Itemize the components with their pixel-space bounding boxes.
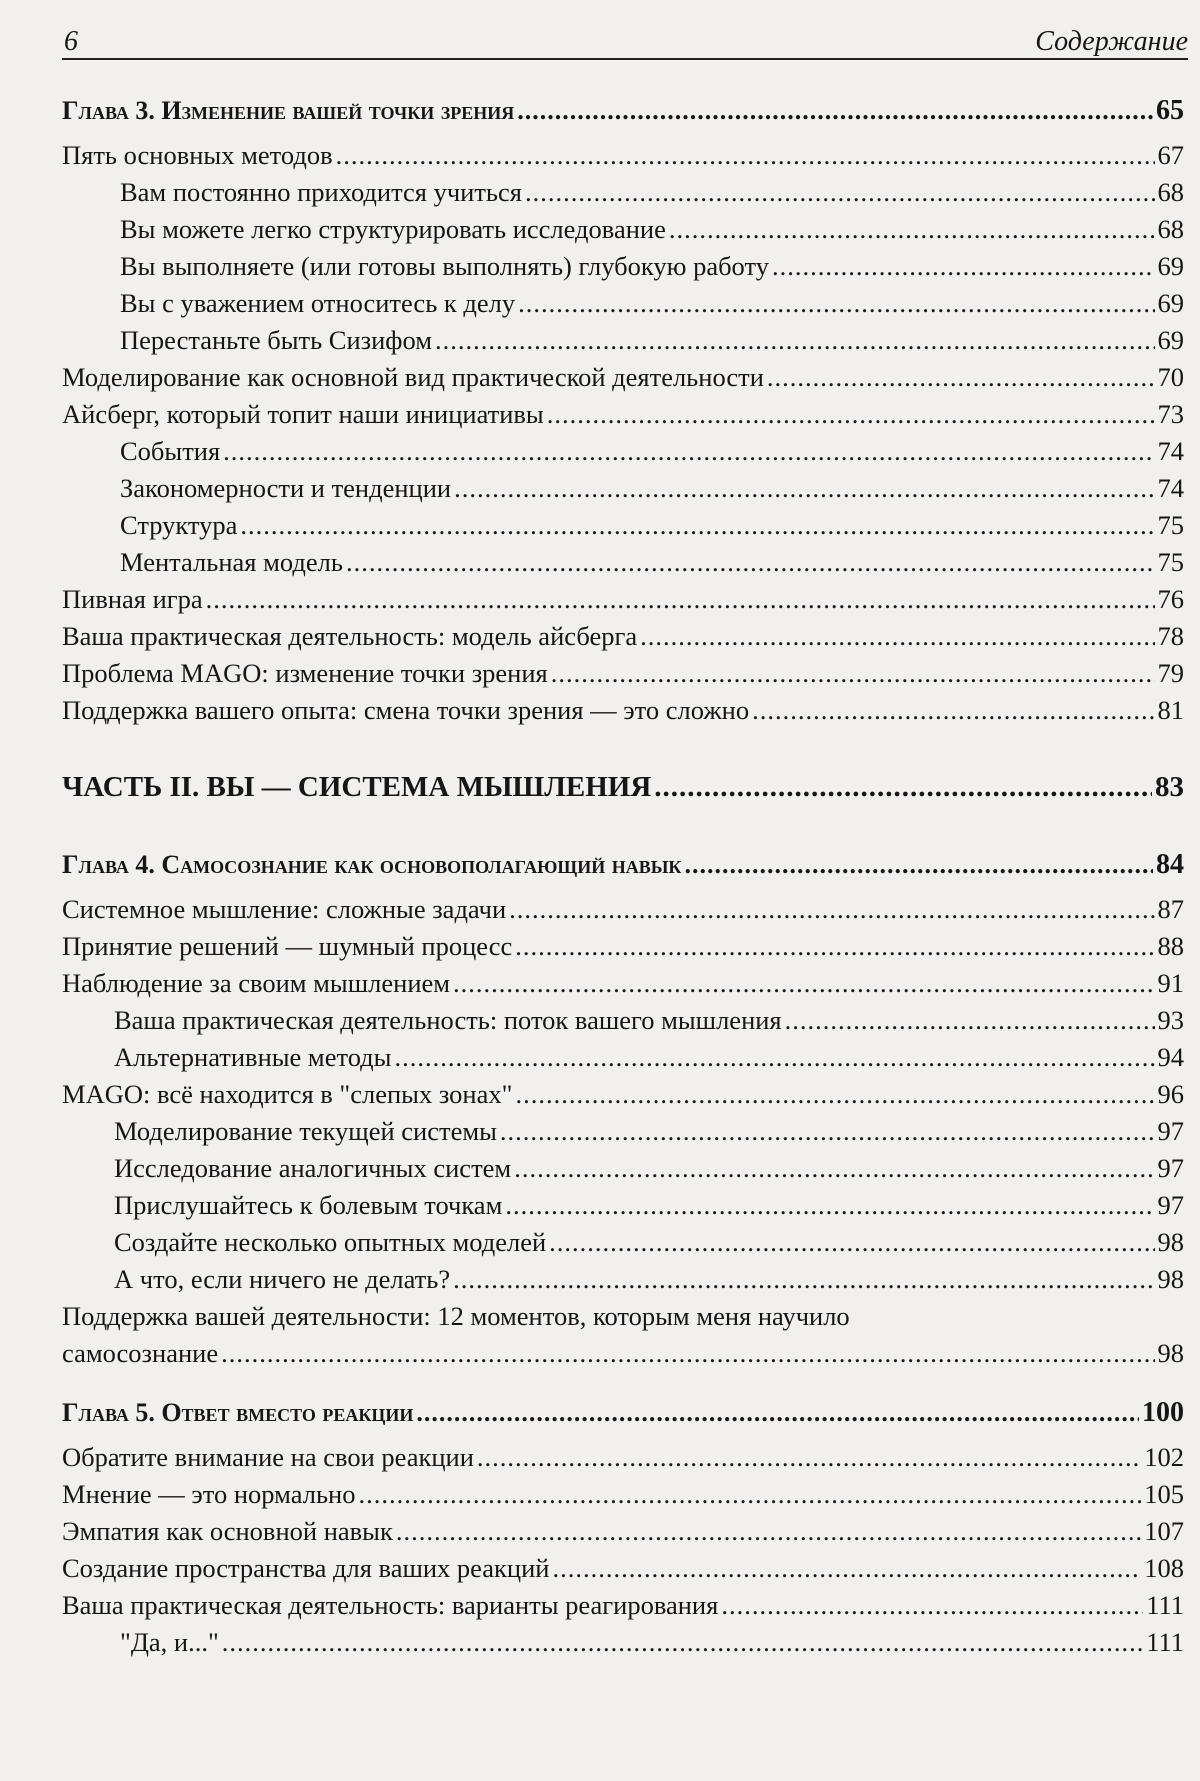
toc-subentry[interactable]: Прислушайтесь к болевым точкам ..... 97 bbox=[62, 1187, 1184, 1224]
part-2-heading[interactable]: ЧАСТЬ II. ВЫ — СИСТЕМА МЫШЛЕНИЯ ..... 83 bbox=[62, 769, 1184, 806]
toc-entry[interactable]: Моделирование как основной вид практической деятельности ..... 70 bbox=[62, 359, 1184, 396]
toc-entry[interactable]: Наблюдение за своим мышлением ..... 91 bbox=[62, 965, 1184, 1002]
toc-entry[interactable]: Пивная игра ..... 76 bbox=[62, 581, 1184, 618]
toc-entry[interactable]: Ваша практическая деятельность: варианты реагирования ..... 111 bbox=[62, 1587, 1184, 1624]
toc-entry[interactable]: Обратите внимание на свои реакции ..... 102 bbox=[62, 1439, 1184, 1476]
toc-entry[interactable]: Пять основных методов ..... 67 bbox=[62, 137, 1184, 174]
toc-entry[interactable]: Эмпатия как основной навык ..... 107 bbox=[62, 1513, 1184, 1550]
page-number: 6 bbox=[64, 26, 78, 57]
toc-subentry[interactable]: Создайте несколько опытных моделей ..... 98 bbox=[62, 1224, 1184, 1261]
toc-subentry[interactable]: Исследование аналогичных систем ..... 97 bbox=[62, 1150, 1184, 1187]
toc-subentry[interactable]: Перестаньте быть Сизифом ..... 69 bbox=[62, 322, 1184, 359]
toc-subentry[interactable]: События ..... 74 bbox=[62, 433, 1184, 470]
toc-subentry[interactable]: Вы с уважением относитесь к делу ..... 69 bbox=[62, 285, 1184, 322]
toc-entry[interactable]: Айсберг, который топит наши инициативы ..... 73 bbox=[62, 396, 1184, 433]
toc-entry[interactable]: Создание пространства для ваших реакций ..... 108 bbox=[62, 1550, 1184, 1587]
toc-subentry[interactable]: Закономерности и тенденции ..... 74 bbox=[62, 470, 1184, 507]
chapter-4-heading[interactable]: Глава 4. Самосознание как основополагающий навык ..... 84 bbox=[62, 846, 1184, 883]
toc-subentry[interactable]: Моделирование текущей системы ..... 97 bbox=[62, 1113, 1184, 1150]
toc-entry[interactable]: Системное мышление: сложные задачи ..... 87 bbox=[62, 891, 1184, 928]
toc-subentry[interactable]: А что, если ничего не делать? ..... 98 bbox=[62, 1261, 1184, 1298]
toc-entry-line-1[interactable]: Поддержка вашей деятельности: 12 моментов, которым меня научило bbox=[62, 1301, 850, 1331]
toc-entry[interactable]: Проблема MAGO: изменение точки зрения ..... 79 bbox=[62, 655, 1184, 692]
toc-entry-line-2[interactable]: самосознание ..... 98 bbox=[62, 1335, 1184, 1372]
toc-entry[interactable]: MAGO: всё находится в "слепых зонах" ..... 96 bbox=[62, 1076, 1184, 1113]
toc-subentry[interactable]: Вы можете легко структурировать исследование ..... 68 bbox=[62, 211, 1184, 248]
toc-entry[interactable]: Поддержка вашего опыта: смена точки зрения — это сложно ..... 81 bbox=[62, 692, 1184, 729]
table-of-contents bbox=[62, 92, 1184, 1661]
toc-entry[interactable]: Принятие решений — шумный процесс ..... 88 bbox=[62, 928, 1184, 965]
toc-subentry[interactable]: "Да, и..." ..... 111 bbox=[62, 1624, 1184, 1661]
running-title: Содержание bbox=[1035, 26, 1188, 57]
toc-subentry[interactable]: Ментальная модель ..... 75 bbox=[62, 544, 1184, 581]
toc-entry[interactable]: Мнение — это нормально ..... 105 bbox=[62, 1476, 1184, 1513]
chapter-3-heading[interactable]: Глава 3. Изменение вашей точки зрения ..... 65 bbox=[62, 92, 1184, 129]
toc-subentry[interactable]: Вам постоянно приходится учиться ..... 68 bbox=[62, 174, 1184, 211]
chapter-5-heading[interactable]: Глава 5. Ответ вместо реакции ..... 100 bbox=[62, 1394, 1184, 1431]
toc-subentry[interactable]: Вы выполняете (или готовы выполнять) глубокую работу ..... 69 bbox=[62, 248, 1184, 285]
toc-subentry[interactable]: Структура ..... 75 bbox=[62, 507, 1184, 544]
toc-subentry[interactable]: Альтернативные методы ..... 94 bbox=[62, 1039, 1184, 1076]
toc-subentry[interactable]: Ваша практическая деятельность: поток вашего мышления ..... 93 bbox=[62, 1002, 1184, 1039]
toc-entry[interactable]: Ваша практическая деятельность: модель айсберга ..... 78 bbox=[62, 618, 1184, 655]
page-header bbox=[62, 26, 1188, 60]
